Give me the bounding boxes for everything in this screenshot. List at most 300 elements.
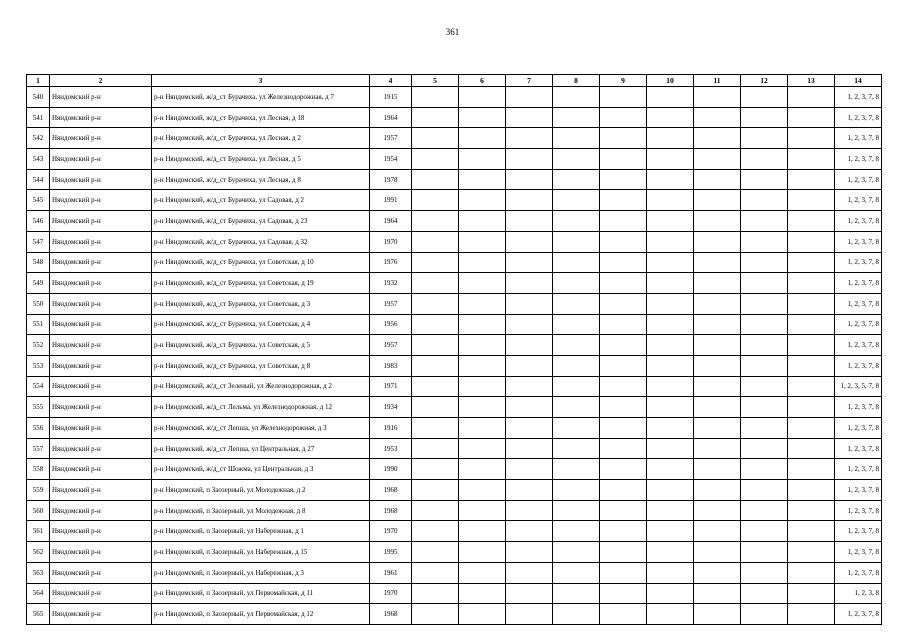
address-cell: р-н Няндомский, ж/д_ст Бурачиха, ул Советская, д 10 — [152, 252, 370, 273]
row-number-cell: 545 — [27, 190, 50, 211]
empty-cell-col-5 — [412, 314, 459, 335]
codes-cell: 1, 2, 3, 7, 8 — [835, 190, 882, 211]
empty-cell-col-8 — [553, 562, 600, 583]
empty-cell-col-11 — [694, 107, 741, 128]
year-cell: 1990 — [370, 459, 412, 480]
empty-cell-col-6 — [459, 459, 506, 480]
empty-cell-col-8 — [553, 335, 600, 356]
empty-cell-col-6 — [459, 293, 506, 314]
district-cell: Няндомский р-н — [50, 521, 152, 542]
empty-cell-col-6 — [459, 438, 506, 459]
column-header-2: 2 — [50, 75, 152, 87]
empty-cell-col-6 — [459, 211, 506, 232]
column-header-1: 1 — [27, 75, 50, 87]
codes-cell: 1, 2, 3, 7, 8 — [835, 438, 882, 459]
empty-cell-col-7 — [506, 314, 553, 335]
empty-cell-col-10 — [647, 542, 694, 563]
codes-cell: 1, 2, 3, 7, 8 — [835, 418, 882, 439]
empty-cell-col-12 — [741, 293, 788, 314]
empty-cell-col-9 — [600, 438, 647, 459]
empty-cell-col-11 — [694, 211, 741, 232]
empty-cell-col-10 — [647, 604, 694, 625]
empty-cell-col-12 — [741, 604, 788, 625]
empty-cell-col-9 — [600, 521, 647, 542]
empty-cell-col-13 — [788, 500, 835, 521]
year-cell: 1976 — [370, 252, 412, 273]
empty-cell-col-9 — [600, 149, 647, 170]
registry-table — [26, 74, 882, 625]
empty-cell-col-12 — [741, 252, 788, 273]
empty-cell-col-11 — [694, 376, 741, 397]
empty-cell-col-12 — [741, 87, 788, 108]
empty-cell-col-12 — [741, 149, 788, 170]
table-row — [27, 169, 882, 190]
empty-cell-col-6 — [459, 107, 506, 128]
year-cell: 1957 — [370, 335, 412, 356]
empty-cell-col-7 — [506, 169, 553, 190]
table-row — [27, 397, 882, 418]
empty-cell-col-12 — [741, 107, 788, 128]
empty-cell-col-7 — [506, 273, 553, 294]
empty-cell-col-10 — [647, 211, 694, 232]
empty-cell-col-13 — [788, 459, 835, 480]
codes-cell: 1, 2, 3, 7, 8 — [835, 521, 882, 542]
empty-cell-col-13 — [788, 355, 835, 376]
empty-cell-col-6 — [459, 583, 506, 604]
empty-cell-col-7 — [506, 211, 553, 232]
year-cell: 1953 — [370, 438, 412, 459]
empty-cell-col-7 — [506, 107, 553, 128]
row-number-cell: 557 — [27, 438, 50, 459]
empty-cell-col-9 — [600, 169, 647, 190]
table-row — [27, 542, 882, 563]
empty-cell-col-9 — [600, 190, 647, 211]
year-cell: 1961 — [370, 562, 412, 583]
empty-cell-col-5 — [412, 438, 459, 459]
empty-cell-col-12 — [741, 583, 788, 604]
district-cell: Няндомский р-н — [50, 252, 152, 273]
empty-cell-col-5 — [412, 107, 459, 128]
empty-cell-col-10 — [647, 583, 694, 604]
codes-cell: 1, 2, 3, 7, 8 — [835, 87, 882, 108]
empty-cell-col-6 — [459, 231, 506, 252]
codes-cell: 1, 2, 3, 7, 8 — [835, 355, 882, 376]
empty-cell-col-6 — [459, 604, 506, 625]
codes-cell: 1, 2, 3, 7, 8 — [835, 293, 882, 314]
empty-cell-col-10 — [647, 397, 694, 418]
empty-cell-col-8 — [553, 397, 600, 418]
empty-cell-col-5 — [412, 231, 459, 252]
row-number-cell: 549 — [27, 273, 50, 294]
empty-cell-col-11 — [694, 521, 741, 542]
page-number: 361 — [445, 27, 460, 37]
empty-cell-col-10 — [647, 562, 694, 583]
column-header-12: 12 — [741, 75, 788, 87]
district-cell: Няндомский р-н — [50, 418, 152, 439]
table-row — [27, 562, 882, 583]
empty-cell-col-9 — [600, 273, 647, 294]
row-number-cell: 561 — [27, 521, 50, 542]
empty-cell-col-10 — [647, 314, 694, 335]
empty-cell-col-7 — [506, 542, 553, 563]
empty-cell-col-5 — [412, 190, 459, 211]
empty-cell-col-6 — [459, 562, 506, 583]
empty-cell-col-5 — [412, 604, 459, 625]
row-number-cell: 553 — [27, 355, 50, 376]
empty-cell-col-8 — [553, 314, 600, 335]
empty-cell-col-6 — [459, 542, 506, 563]
table-row — [27, 459, 882, 480]
empty-cell-col-9 — [600, 583, 647, 604]
empty-cell-col-5 — [412, 355, 459, 376]
empty-cell-col-8 — [553, 542, 600, 563]
row-number-cell: 548 — [27, 252, 50, 273]
address-cell: р-н Няндомский, ж/д_ст Бурачиха, ул Лесная, д 18 — [152, 107, 370, 128]
year-cell: 1956 — [370, 314, 412, 335]
codes-cell: 1, 2, 3, 7, 8 — [835, 128, 882, 149]
district-cell: Няндомский р-н — [50, 500, 152, 521]
empty-cell-col-5 — [412, 583, 459, 604]
empty-cell-col-12 — [741, 542, 788, 563]
empty-cell-col-13 — [788, 293, 835, 314]
empty-cell-col-7 — [506, 480, 553, 501]
year-cell: 1964 — [370, 107, 412, 128]
codes-cell: 1, 2, 3, 7, 8 — [835, 459, 882, 480]
empty-cell-col-10 — [647, 459, 694, 480]
empty-cell-col-9 — [600, 542, 647, 563]
empty-cell-col-12 — [741, 459, 788, 480]
column-header-3: 3 — [152, 75, 370, 87]
year-cell: 1970 — [370, 521, 412, 542]
district-cell: Няндомский р-н — [50, 149, 152, 170]
empty-cell-col-5 — [412, 128, 459, 149]
empty-cell-col-6 — [459, 273, 506, 294]
empty-cell-col-7 — [506, 521, 553, 542]
row-number-cell: 551 — [27, 314, 50, 335]
empty-cell-col-9 — [600, 87, 647, 108]
empty-cell-col-13 — [788, 273, 835, 294]
district-cell: Няндомский р-н — [50, 211, 152, 232]
empty-cell-col-9 — [600, 128, 647, 149]
empty-cell-col-13 — [788, 397, 835, 418]
column-header-6: 6 — [459, 75, 506, 87]
codes-cell: 1, 2, 3, 7, 8 — [835, 397, 882, 418]
year-cell: 1983 — [370, 355, 412, 376]
address-cell: р-н Няндомский, ж/д_ст Бурачиха, ул Советская, д 19 — [152, 273, 370, 294]
empty-cell-col-5 — [412, 500, 459, 521]
table-row — [27, 190, 882, 211]
address-cell: р-н Няндомский, ж/д_ст Бурачиха, ул Советская, д 3 — [152, 293, 370, 314]
empty-cell-col-10 — [647, 438, 694, 459]
address-cell: р-н Няндомский, ж/д_ст Бурачиха, ул Садовая, д 2 — [152, 190, 370, 211]
address-cell: р-н Няндомский, ж/д_ст Лельма, ул Железнодорожная, д 12 — [152, 397, 370, 418]
empty-cell-col-13 — [788, 190, 835, 211]
empty-cell-col-10 — [647, 128, 694, 149]
empty-cell-col-6 — [459, 87, 506, 108]
empty-cell-col-13 — [788, 335, 835, 356]
empty-cell-col-10 — [647, 231, 694, 252]
empty-cell-col-13 — [788, 438, 835, 459]
table-row — [27, 521, 882, 542]
empty-cell-col-9 — [600, 397, 647, 418]
codes-cell: 1, 2, 3, 8 — [835, 583, 882, 604]
address-cell: р-н Няндомский, ж/д_ст Шожма, ул Центральная, д 3 — [152, 459, 370, 480]
address-cell: р-н Няндомский, ж/д_ст Бурачиха, ул Лесная, д 5 — [152, 149, 370, 170]
empty-cell-col-9 — [600, 418, 647, 439]
empty-cell-col-7 — [506, 459, 553, 480]
empty-cell-col-5 — [412, 397, 459, 418]
table-row — [27, 128, 882, 149]
empty-cell-col-9 — [600, 211, 647, 232]
year-cell: 1934 — [370, 397, 412, 418]
empty-cell-col-7 — [506, 355, 553, 376]
empty-cell-col-11 — [694, 583, 741, 604]
year-cell: 1978 — [370, 169, 412, 190]
empty-cell-col-6 — [459, 500, 506, 521]
district-cell: Няндомский р-н — [50, 604, 152, 625]
empty-cell-col-5 — [412, 252, 459, 273]
empty-cell-col-5 — [412, 521, 459, 542]
empty-cell-col-6 — [459, 314, 506, 335]
district-cell: Няндомский р-н — [50, 562, 152, 583]
empty-cell-col-8 — [553, 107, 600, 128]
empty-cell-col-10 — [647, 252, 694, 273]
empty-cell-col-12 — [741, 190, 788, 211]
empty-cell-col-6 — [459, 190, 506, 211]
empty-cell-col-11 — [694, 438, 741, 459]
empty-cell-col-12 — [741, 128, 788, 149]
empty-cell-col-9 — [600, 604, 647, 625]
row-number-cell: 544 — [27, 169, 50, 190]
empty-cell-col-11 — [694, 459, 741, 480]
empty-cell-col-5 — [412, 149, 459, 170]
address-cell: р-н Няндомский, п Заозерный, ул Первомайская, д 11 — [152, 583, 370, 604]
column-header-10: 10 — [647, 75, 694, 87]
empty-cell-col-8 — [553, 128, 600, 149]
empty-cell-col-7 — [506, 149, 553, 170]
empty-cell-col-11 — [694, 418, 741, 439]
empty-cell-col-13 — [788, 169, 835, 190]
district-cell: Няндомский р-н — [50, 190, 152, 211]
empty-cell-col-5 — [412, 562, 459, 583]
empty-cell-col-13 — [788, 480, 835, 501]
empty-cell-col-12 — [741, 314, 788, 335]
row-number-cell: 560 — [27, 500, 50, 521]
empty-cell-col-5 — [412, 459, 459, 480]
row-number-cell: 564 — [27, 583, 50, 604]
empty-cell-col-6 — [459, 418, 506, 439]
empty-cell-col-9 — [600, 459, 647, 480]
empty-cell-col-9 — [600, 355, 647, 376]
empty-cell-col-12 — [741, 418, 788, 439]
table-row — [27, 107, 882, 128]
empty-cell-col-12 — [741, 438, 788, 459]
column-header-7: 7 — [506, 75, 553, 87]
empty-cell-col-11 — [694, 335, 741, 356]
codes-cell: 1, 2, 3, 7, 8 — [835, 562, 882, 583]
empty-cell-col-11 — [694, 355, 741, 376]
empty-cell-col-10 — [647, 500, 694, 521]
address-cell: р-н Няндомский, п Заозерный, ул Набережная, д 3 — [152, 562, 370, 583]
row-number-cell: 565 — [27, 604, 50, 625]
row-number-cell: 556 — [27, 418, 50, 439]
address-cell: р-н Няндомский, ж/д_ст Бурачиха, ул Советская, д 5 — [152, 335, 370, 356]
empty-cell-col-8 — [553, 293, 600, 314]
codes-cell: 1, 2, 3, 7, 8 — [835, 273, 882, 294]
codes-cell: 1, 2, 3, 7, 8 — [835, 149, 882, 170]
row-number-cell: 559 — [27, 480, 50, 501]
empty-cell-col-11 — [694, 169, 741, 190]
empty-cell-col-7 — [506, 252, 553, 273]
row-number-cell: 543 — [27, 149, 50, 170]
column-header-8: 8 — [553, 75, 600, 87]
empty-cell-col-12 — [741, 169, 788, 190]
address-cell: р-н Няндомский, ж/д_ст Лепша, ул Железнодорожная, д 3 — [152, 418, 370, 439]
table-row — [27, 252, 882, 273]
year-cell: 1995 — [370, 542, 412, 563]
empty-cell-col-5 — [412, 418, 459, 439]
empty-cell-col-9 — [600, 500, 647, 521]
year-cell: 1991 — [370, 190, 412, 211]
district-cell: Няндомский р-н — [50, 231, 152, 252]
codes-cell: 1, 2, 3, 7, 8 — [835, 107, 882, 128]
empty-cell-col-13 — [788, 107, 835, 128]
empty-cell-col-11 — [694, 562, 741, 583]
row-number-cell: 546 — [27, 211, 50, 232]
empty-cell-col-11 — [694, 149, 741, 170]
codes-cell: 1, 2, 3, 7, 8 — [835, 542, 882, 563]
row-number-cell: 547 — [27, 231, 50, 252]
table-header-row — [27, 75, 882, 87]
empty-cell-col-13 — [788, 418, 835, 439]
empty-cell-col-7 — [506, 562, 553, 583]
empty-cell-col-6 — [459, 128, 506, 149]
table-row — [27, 231, 882, 252]
empty-cell-col-6 — [459, 376, 506, 397]
empty-cell-col-8 — [553, 149, 600, 170]
empty-cell-col-11 — [694, 87, 741, 108]
empty-cell-col-5 — [412, 293, 459, 314]
table-row — [27, 500, 882, 521]
district-cell: Няндомский р-н — [50, 480, 152, 501]
row-number-cell: 562 — [27, 542, 50, 563]
year-cell: 1954 — [370, 149, 412, 170]
codes-cell: 1, 2, 3, 5, 7, 8 — [835, 376, 882, 397]
year-cell: 1970 — [370, 583, 412, 604]
empty-cell-col-13 — [788, 583, 835, 604]
table-row — [27, 211, 882, 232]
district-cell: Няндомский р-н — [50, 273, 152, 294]
empty-cell-col-7 — [506, 335, 553, 356]
empty-cell-col-8 — [553, 583, 600, 604]
row-number-cell: 541 — [27, 107, 50, 128]
empty-cell-col-13 — [788, 211, 835, 232]
address-cell: р-н Няндомский, ж/д_ст Бурачиха, ул Садовая, д 32 — [152, 231, 370, 252]
empty-cell-col-5 — [412, 273, 459, 294]
empty-cell-col-6 — [459, 355, 506, 376]
district-cell: Няндомский р-н — [50, 87, 152, 108]
empty-cell-col-12 — [741, 376, 788, 397]
row-number-cell: 555 — [27, 397, 50, 418]
codes-cell: 1, 2, 3, 7, 8 — [835, 231, 882, 252]
year-cell: 1915 — [370, 87, 412, 108]
empty-cell-col-10 — [647, 376, 694, 397]
empty-cell-col-6 — [459, 169, 506, 190]
year-cell: 1957 — [370, 293, 412, 314]
empty-cell-col-6 — [459, 397, 506, 418]
empty-cell-col-7 — [506, 583, 553, 604]
row-number-cell: 554 — [27, 376, 50, 397]
address-cell: р-н Няндомский, ж/д_ст Бурачиха, ул Садовая, д 23 — [152, 211, 370, 232]
empty-cell-col-8 — [553, 273, 600, 294]
empty-cell-col-6 — [459, 521, 506, 542]
empty-cell-col-11 — [694, 190, 741, 211]
codes-cell: 1, 2, 3, 7, 8 — [835, 604, 882, 625]
address-cell: р-н Няндомский, ж/д_ст Бурачиха, ул Советская, д 8 — [152, 355, 370, 376]
empty-cell-col-8 — [553, 211, 600, 232]
column-header-9: 9 — [600, 75, 647, 87]
empty-cell-col-6 — [459, 149, 506, 170]
year-cell: 1916 — [370, 418, 412, 439]
empty-cell-col-7 — [506, 128, 553, 149]
empty-cell-col-7 — [506, 231, 553, 252]
empty-cell-col-10 — [647, 273, 694, 294]
empty-cell-col-8 — [553, 521, 600, 542]
district-cell: Няндомский р-н — [50, 459, 152, 480]
empty-cell-col-5 — [412, 542, 459, 563]
empty-cell-col-10 — [647, 355, 694, 376]
table-row — [27, 438, 882, 459]
empty-cell-col-5 — [412, 335, 459, 356]
codes-cell: 1, 2, 3, 7, 8 — [835, 335, 882, 356]
empty-cell-col-9 — [600, 107, 647, 128]
empty-cell-col-7 — [506, 397, 553, 418]
empty-cell-col-6 — [459, 335, 506, 356]
table-row — [27, 314, 882, 335]
year-cell: 1971 — [370, 376, 412, 397]
empty-cell-col-5 — [412, 376, 459, 397]
row-number-cell: 558 — [27, 459, 50, 480]
empty-cell-col-6 — [459, 252, 506, 273]
empty-cell-col-7 — [506, 87, 553, 108]
empty-cell-col-10 — [647, 418, 694, 439]
address-cell: р-н Няндомский, п Заозерный, ул Молодежная, д 8 — [152, 500, 370, 521]
empty-cell-col-8 — [553, 480, 600, 501]
district-cell: Няндомский р-н — [50, 376, 152, 397]
column-header-4: 4 — [370, 75, 412, 87]
empty-cell-col-7 — [506, 190, 553, 211]
column-header-11: 11 — [694, 75, 741, 87]
empty-cell-col-8 — [553, 87, 600, 108]
empty-cell-col-8 — [553, 169, 600, 190]
empty-cell-col-12 — [741, 211, 788, 232]
empty-cell-col-7 — [506, 604, 553, 625]
codes-cell: 1, 2, 3, 7, 8 — [835, 211, 882, 232]
district-cell: Няндомский р-н — [50, 438, 152, 459]
empty-cell-col-10 — [647, 169, 694, 190]
empty-cell-col-12 — [741, 355, 788, 376]
empty-cell-col-11 — [694, 314, 741, 335]
table-row — [27, 583, 882, 604]
row-number-cell: 542 — [27, 128, 50, 149]
year-cell: 1968 — [370, 500, 412, 521]
table-row — [27, 335, 882, 356]
empty-cell-col-13 — [788, 376, 835, 397]
year-cell: 1932 — [370, 273, 412, 294]
address-cell: р-н Няндомский, ж/д_ст Бурачиха, ул Железнодорожная, д 7 — [152, 87, 370, 108]
address-cell: р-н Няндомский, п Заозерный, ул Набережная, д 15 — [152, 542, 370, 563]
empty-cell-col-13 — [788, 87, 835, 108]
